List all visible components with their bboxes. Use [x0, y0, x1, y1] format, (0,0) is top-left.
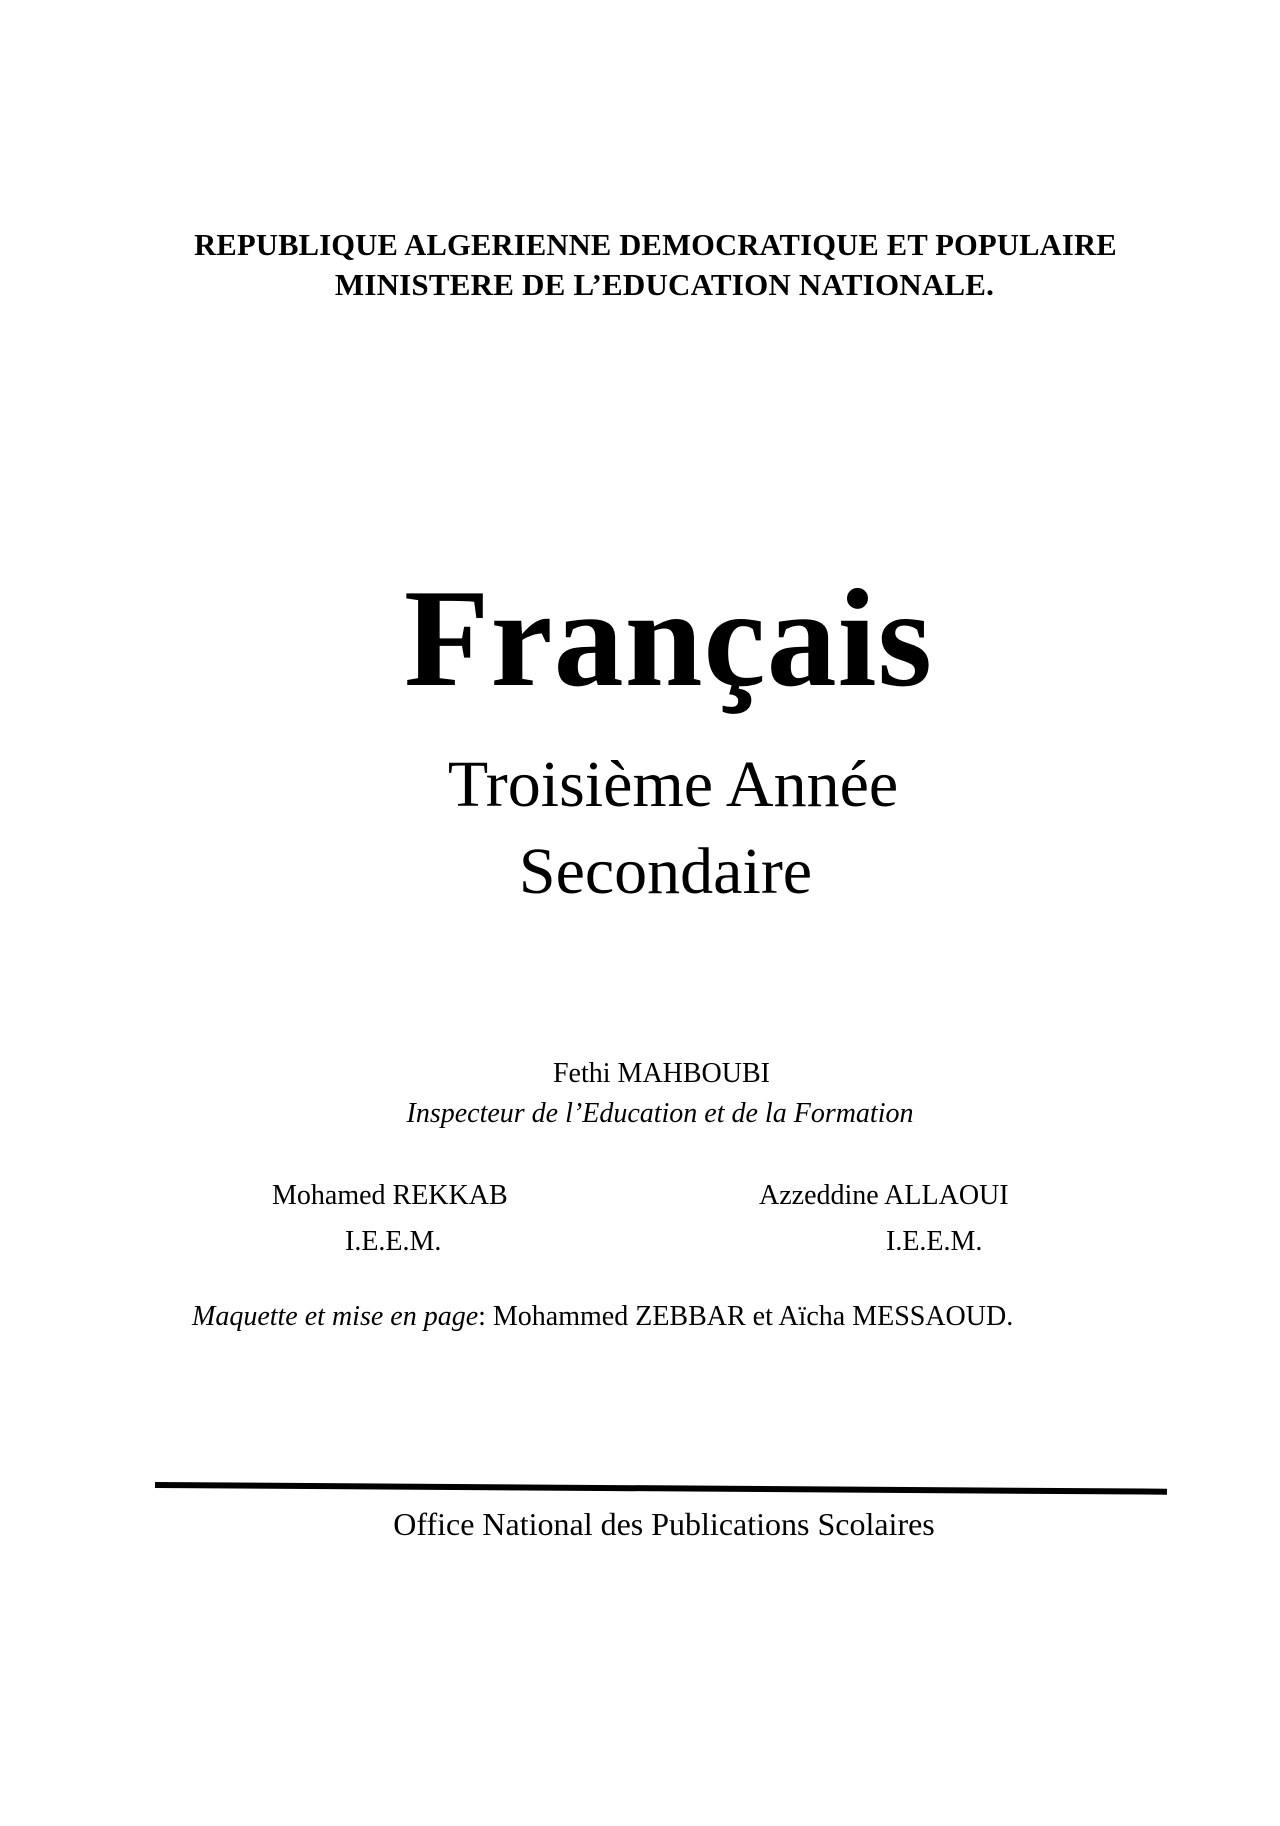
ministry-heading: MINISTERE DE L’EDUCATION NATIONALE.: [334, 267, 995, 302]
co-author-role: I.E.E.M.: [886, 1226, 983, 1257]
co-author-right: [759, 1182, 1053, 1256]
book-title: Français: [403, 561, 934, 716]
layout-credits-separator: :: [478, 1301, 493, 1332]
lead-author-name: Fethi MAHBOUBI: [552, 1058, 770, 1089]
horizontal-rule: [155, 1482, 1167, 1495]
co-author-role: I.E.E.M.: [345, 1226, 442, 1257]
publisher-name: Office National des Publications Scolaires: [393, 1506, 935, 1542]
layout-credits-names: Mohammed ZEBBAR et Aïcha MESSAOUD.: [492, 1301, 1014, 1332]
grade-level: Troisième Année: [447, 748, 899, 821]
republic-heading: REPUBLIQUE ALGERIENNE DEMOCRATIQUE ET POPULAIRE: [194, 227, 1117, 262]
co-author-name: Azzeddine ALLAOUI: [759, 1180, 1009, 1211]
layout-credits-label: Maquette et mise en page: [192, 1301, 479, 1332]
co-author-name: Mohamed REKKAB: [272, 1180, 508, 1211]
layout-credits: [192, 1303, 1013, 1331]
school-level: Secondaire: [518, 835, 813, 908]
lead-author-role: Inspecteur de l’Education et de la Formation: [406, 1098, 914, 1129]
co-author-left: [272, 1182, 545, 1256]
